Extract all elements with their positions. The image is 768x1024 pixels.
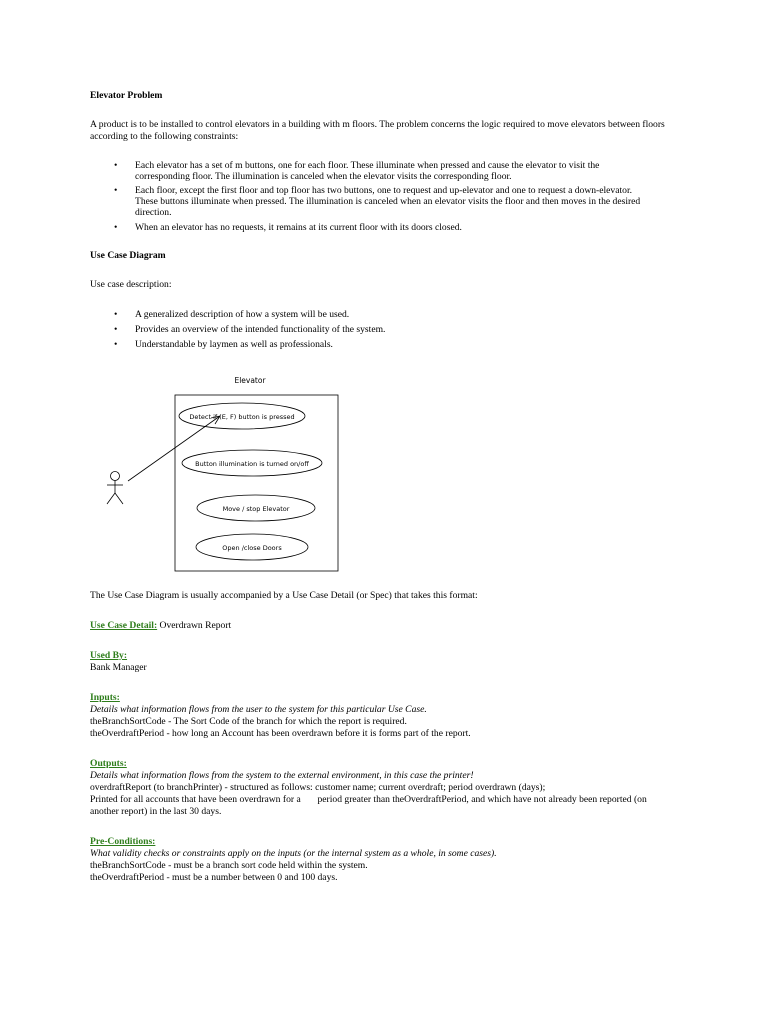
used-by-label [90,650,700,662]
use-case-label: Open /close Doors [222,544,282,552]
list-item-text: When an elevator has no requests, it remains at its current floor with its doors closed. [135,222,462,233]
use-case-label: Move / stop Elevator [222,505,290,513]
list-item-text: Provides an overview of the intended functionality of the system. [135,324,386,335]
inputs-description: Details what information flows from the user to the system for this particular Use Case. [90,704,427,715]
inputs-label [90,692,700,704]
outputs-line: Printed for all accounts that have been overdrawn for a period greater than theOverdraftPeriod, and which have not already been reported (on [90,794,647,805]
pre-conditions-label [90,836,700,848]
outputs-line: another report) in the last 30 days. [90,806,222,817]
use-case-open-close [196,534,308,560]
list-item-text: These buttons illuminate when pressed. The illumination is canceled when an elevator visits the floor and then moves in the desired [135,196,641,207]
use-case-detail-line [90,620,700,632]
use-case-detail-value: Overdrawn Report [157,620,232,631]
use-case-detail-label: Use Case Detail: [90,620,158,631]
outputs-description: Details what information flows from the system to the external environment, in this case the printer! [90,770,474,781]
bullet-icon: • [114,339,118,350]
bullet-icon: • [114,160,118,171]
use-case-diagram [90,373,350,573]
list-item-text: Each elevator has a set of m buttons, one for each floor. These illuminate when pressed and cause the elevator to visit the [135,160,600,171]
list-item [90,324,690,335]
bullet-icon: • [114,324,118,335]
use-case-move-stop [197,495,315,521]
outputs-label-text: Outputs: [90,758,127,769]
constraints-list [90,160,690,233]
intro-text: A product is to be installed to control elevators in a building with m floors. The problem concerns the logic required to move elevators between floors according to the following constraints: [90,119,665,142]
actor-icon [107,472,123,505]
list-item [90,185,690,218]
bullet-icon: • [114,222,118,233]
pre-conditions-line: theBranchSortCode - must be a branch sort code held within the system. [90,860,368,871]
pre-conditions-line: theOverdraftPeriod - must be a number between 0 and 100 days. [90,872,338,883]
accompanied-text: The Use Case Diagram is usually accompanied by a Use Case Detail (or Spec) that takes this format: [90,590,478,601]
used-by-value: Bank Manager [90,662,147,673]
use-case-label: Button illumination is turned on/off [195,460,309,468]
bullet-icon: • [114,185,118,196]
use-case-label: Detect if (E, F) button is pressed [189,413,295,421]
list-item-text: corresponding floor. The illumination is canceled when the elevator visits the corresponding floor. [135,171,512,182]
use-case-detect-button [179,403,305,429]
used-by-label-text: Used By: [90,650,128,661]
pre-conditions-label-text: Pre-Conditions: [90,836,156,847]
list-item [90,339,690,350]
use-case-heading: Use Case Diagram [90,250,166,261]
detail-section [90,590,700,884]
pre-conditions-description: What validity checks or constraints apply on the inputs (or the internal system as a whole, in some cases). [90,848,497,859]
list-item [90,222,690,233]
inputs-line: theOverdraftPeriod - how long an Account has been overdrawn before it is forms part of the report. [90,728,471,739]
list-item-text: direction. [135,207,172,218]
bullet-icon: • [114,309,118,320]
system-boundary-label: Elevator [234,376,266,385]
list-item [90,160,690,182]
inputs-label-text: Inputs: [90,692,120,703]
use-case-desc-list [90,309,690,350]
outputs-label [90,758,700,770]
document-page [90,90,690,350]
outputs-line: overdraftReport (to branchPrinter) - structured as follows: customer name; current overdraft; period overdrawn (days); [90,782,546,793]
list-item-text: Understandable by laymen as well as professionals. [135,339,333,350]
use-case-desc-label: Use case description: [90,279,172,290]
use-case-button-illumination [182,450,322,476]
inputs-line: theBranchSortCode - The Sort Code of the branch for which the report is required. [90,716,407,727]
list-item-text: A generalized description of how a system will be used. [135,309,350,320]
page-title: Elevator Problem [90,90,163,101]
intro-paragraph [90,119,690,143]
list-item [90,309,690,320]
list-item-text: Each floor, except the first floor and top floor has two buttons, one to request and up-elevator and one to request a down-elevator. [135,185,633,196]
